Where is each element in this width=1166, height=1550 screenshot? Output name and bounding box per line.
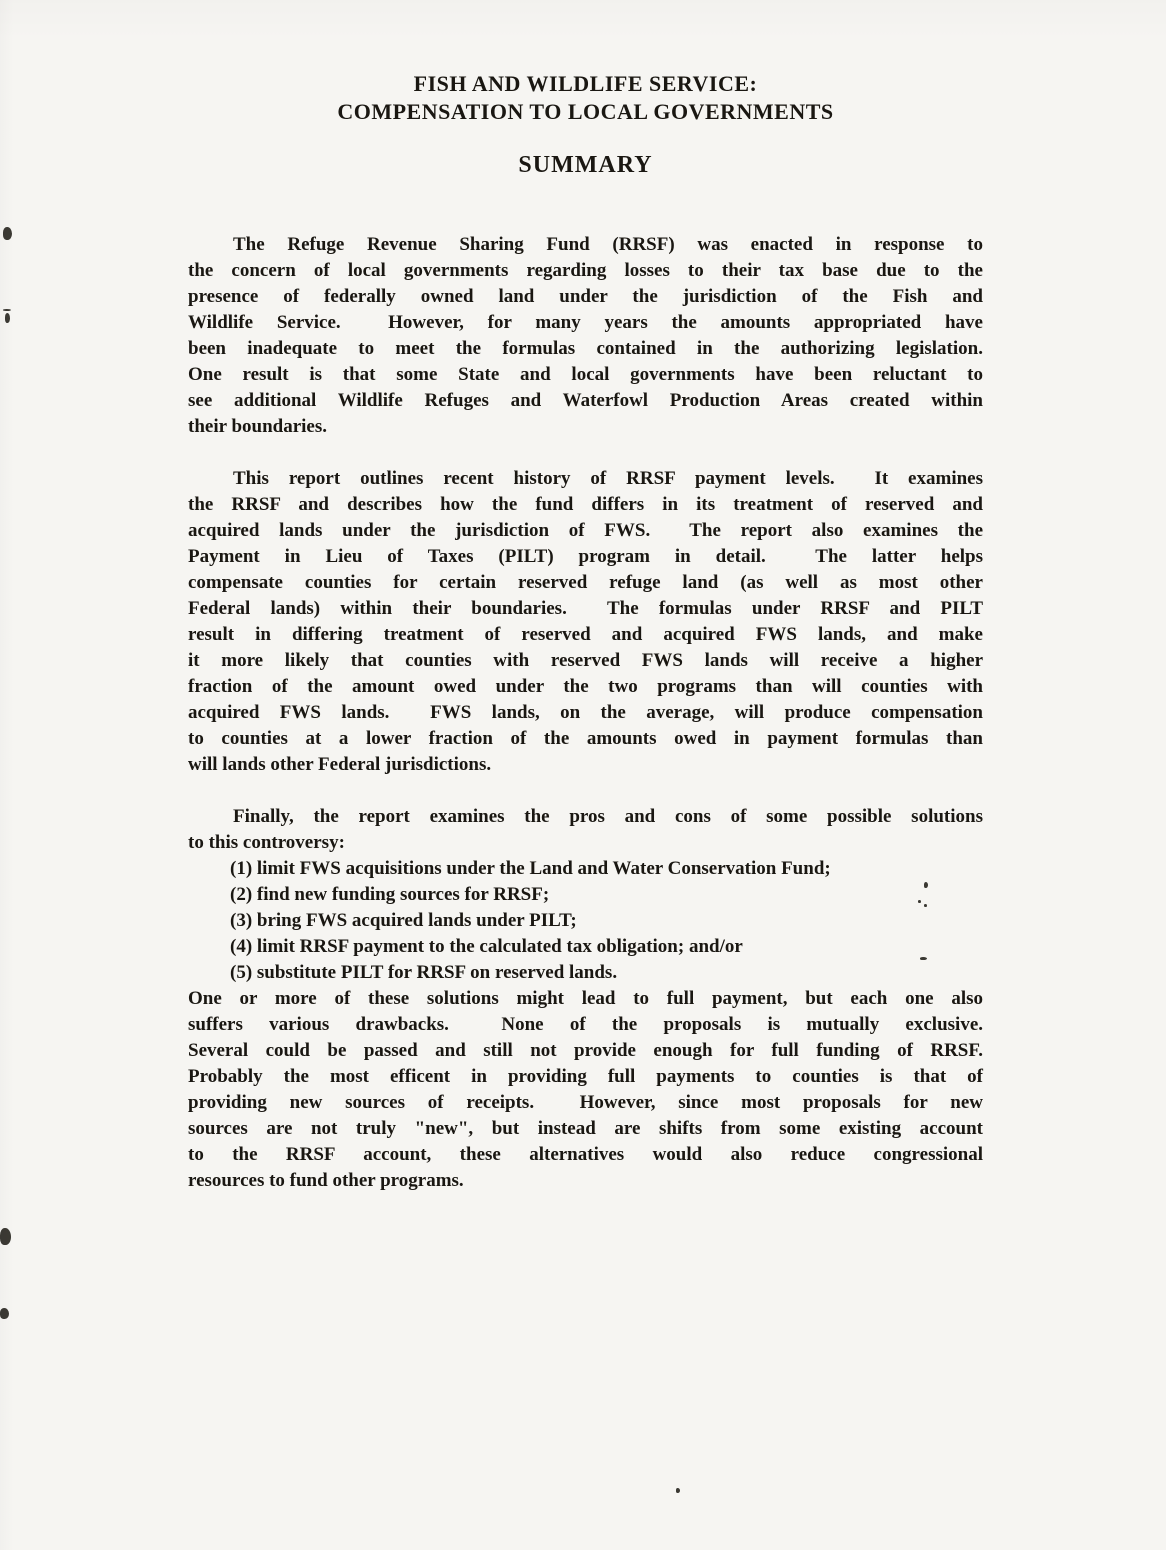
paragraph-1 <box>188 232 983 440</box>
document-title-line-2: COMPENSATION TO LOCAL GOVERNMENTS <box>337 99 834 124</box>
speck-right-margin-3 <box>920 957 927 960</box>
text-line: acquired FWS lands. FWS lands, on the average, will produce compensation <box>188 702 983 723</box>
text-line: to counties at a lower fraction of the amounts owed in payment formulas than <box>188 728 983 749</box>
text-line: presence of federally owned land under the jurisdiction of the Fish and <box>188 286 983 307</box>
text-line: to this controversy: <box>188 832 345 853</box>
paragraph-2 <box>188 466 983 778</box>
text-line: it more likely that counties with reserved FWS lands will receive a higher <box>188 650 983 671</box>
text-line: Wildlife Service. However, for many years the amounts appropriated have <box>188 312 983 333</box>
speck-right-margin-2a <box>918 900 921 903</box>
ink-blot-left-bottom-2 <box>0 1308 9 1319</box>
section-heading: SUMMARY <box>518 152 653 178</box>
text-line: their boundaries. <box>188 416 328 437</box>
text-line: One or more of these solutions might lead to full payment, but each one also <box>188 988 983 1009</box>
text-line: (3) bring FWS acquired lands under PILT; <box>230 910 577 931</box>
document-body <box>188 232 983 1194</box>
ink-blot-left-top-1 <box>3 227 12 240</box>
ink-blot-left-top-2-dot <box>5 313 10 323</box>
text-line: Federal lands) within their boundaries. The formulas under RRSF and PILT <box>188 598 983 619</box>
text-line: Finally, the report examines the pros and cons of some possible solutions <box>233 806 983 827</box>
text-line: Several could be passed and still not provide enough for full funding of RRSF. <box>188 1040 983 1061</box>
ink-blot-left-top-2-bar <box>3 309 11 311</box>
text-line: Payment in Lieu of Taxes (PILT) program in detail. The latter helps <box>188 546 983 567</box>
text-line: (1) limit FWS acquisitions under the Land and Water Conservation Fund; <box>230 858 831 879</box>
text-line: will lands other Federal jurisdictions. <box>188 754 492 775</box>
speck-bottom-center <box>676 1488 680 1493</box>
text-line: One result is that some State and local governments have been reluctant to <box>188 364 983 385</box>
text-line: sources are not truly "new", but instead are shifts from some existing account <box>188 1118 983 1139</box>
text-line: providing new sources of receipts. However, since most proposals for new <box>188 1092 983 1113</box>
text-line: acquired lands under the jurisdiction of FWS. The report also examines the <box>188 520 983 541</box>
text-line: compensate counties for certain reserved refuge land (as well as most other <box>188 572 983 593</box>
speck-right-margin-1 <box>924 882 928 888</box>
text-line: (4) limit RRSF payment to the calculated tax obligation; and/or <box>230 936 743 957</box>
text-line: see additional Wildlife Refuges and Waterfowl Production Areas created within <box>188 390 983 411</box>
speck-right-margin-2b <box>924 904 927 907</box>
text-line: The Refuge Revenue Sharing Fund (RRSF) was enacted in response to <box>233 234 983 255</box>
text-line: Probably the most efficent in providing full payments to counties is that of <box>188 1066 983 1087</box>
text-line: fraction of the amount owed under the two programs than will counties with <box>188 676 983 697</box>
text-line: the RRSF and describes how the fund differs in its treatment of reserved and <box>188 494 983 515</box>
text-line: result in differing treatment of reserved and acquired FWS lands, and make <box>188 624 983 645</box>
ink-blot-left-bottom-1 <box>0 1228 11 1245</box>
document-title-line-1: FISH AND WILDLIFE SERVICE: <box>413 71 758 96</box>
text-line: been inadequate to meet the formulas contained in the authorizing legislation. <box>188 338 983 359</box>
text-line: (2) find new funding sources for RRSF; <box>230 884 550 905</box>
document-header <box>188 70 983 180</box>
text-line: resources to fund other programs. <box>188 1170 464 1191</box>
text-line: (5) substitute PILT for RRSF on reserved lands. <box>230 962 618 983</box>
text-line: This report outlines recent history of RRSF payment levels. It examines <box>233 468 983 489</box>
text-line: to the RRSF account, these alternatives would also reduce congressional <box>188 1144 983 1165</box>
text-line: suffers various drawbacks. None of the proposals is mutually exclusive. <box>188 1014 983 1035</box>
text-line: the concern of local governments regarding losses to their tax base due to the <box>188 260 983 281</box>
paragraph-3 <box>188 804 983 1194</box>
